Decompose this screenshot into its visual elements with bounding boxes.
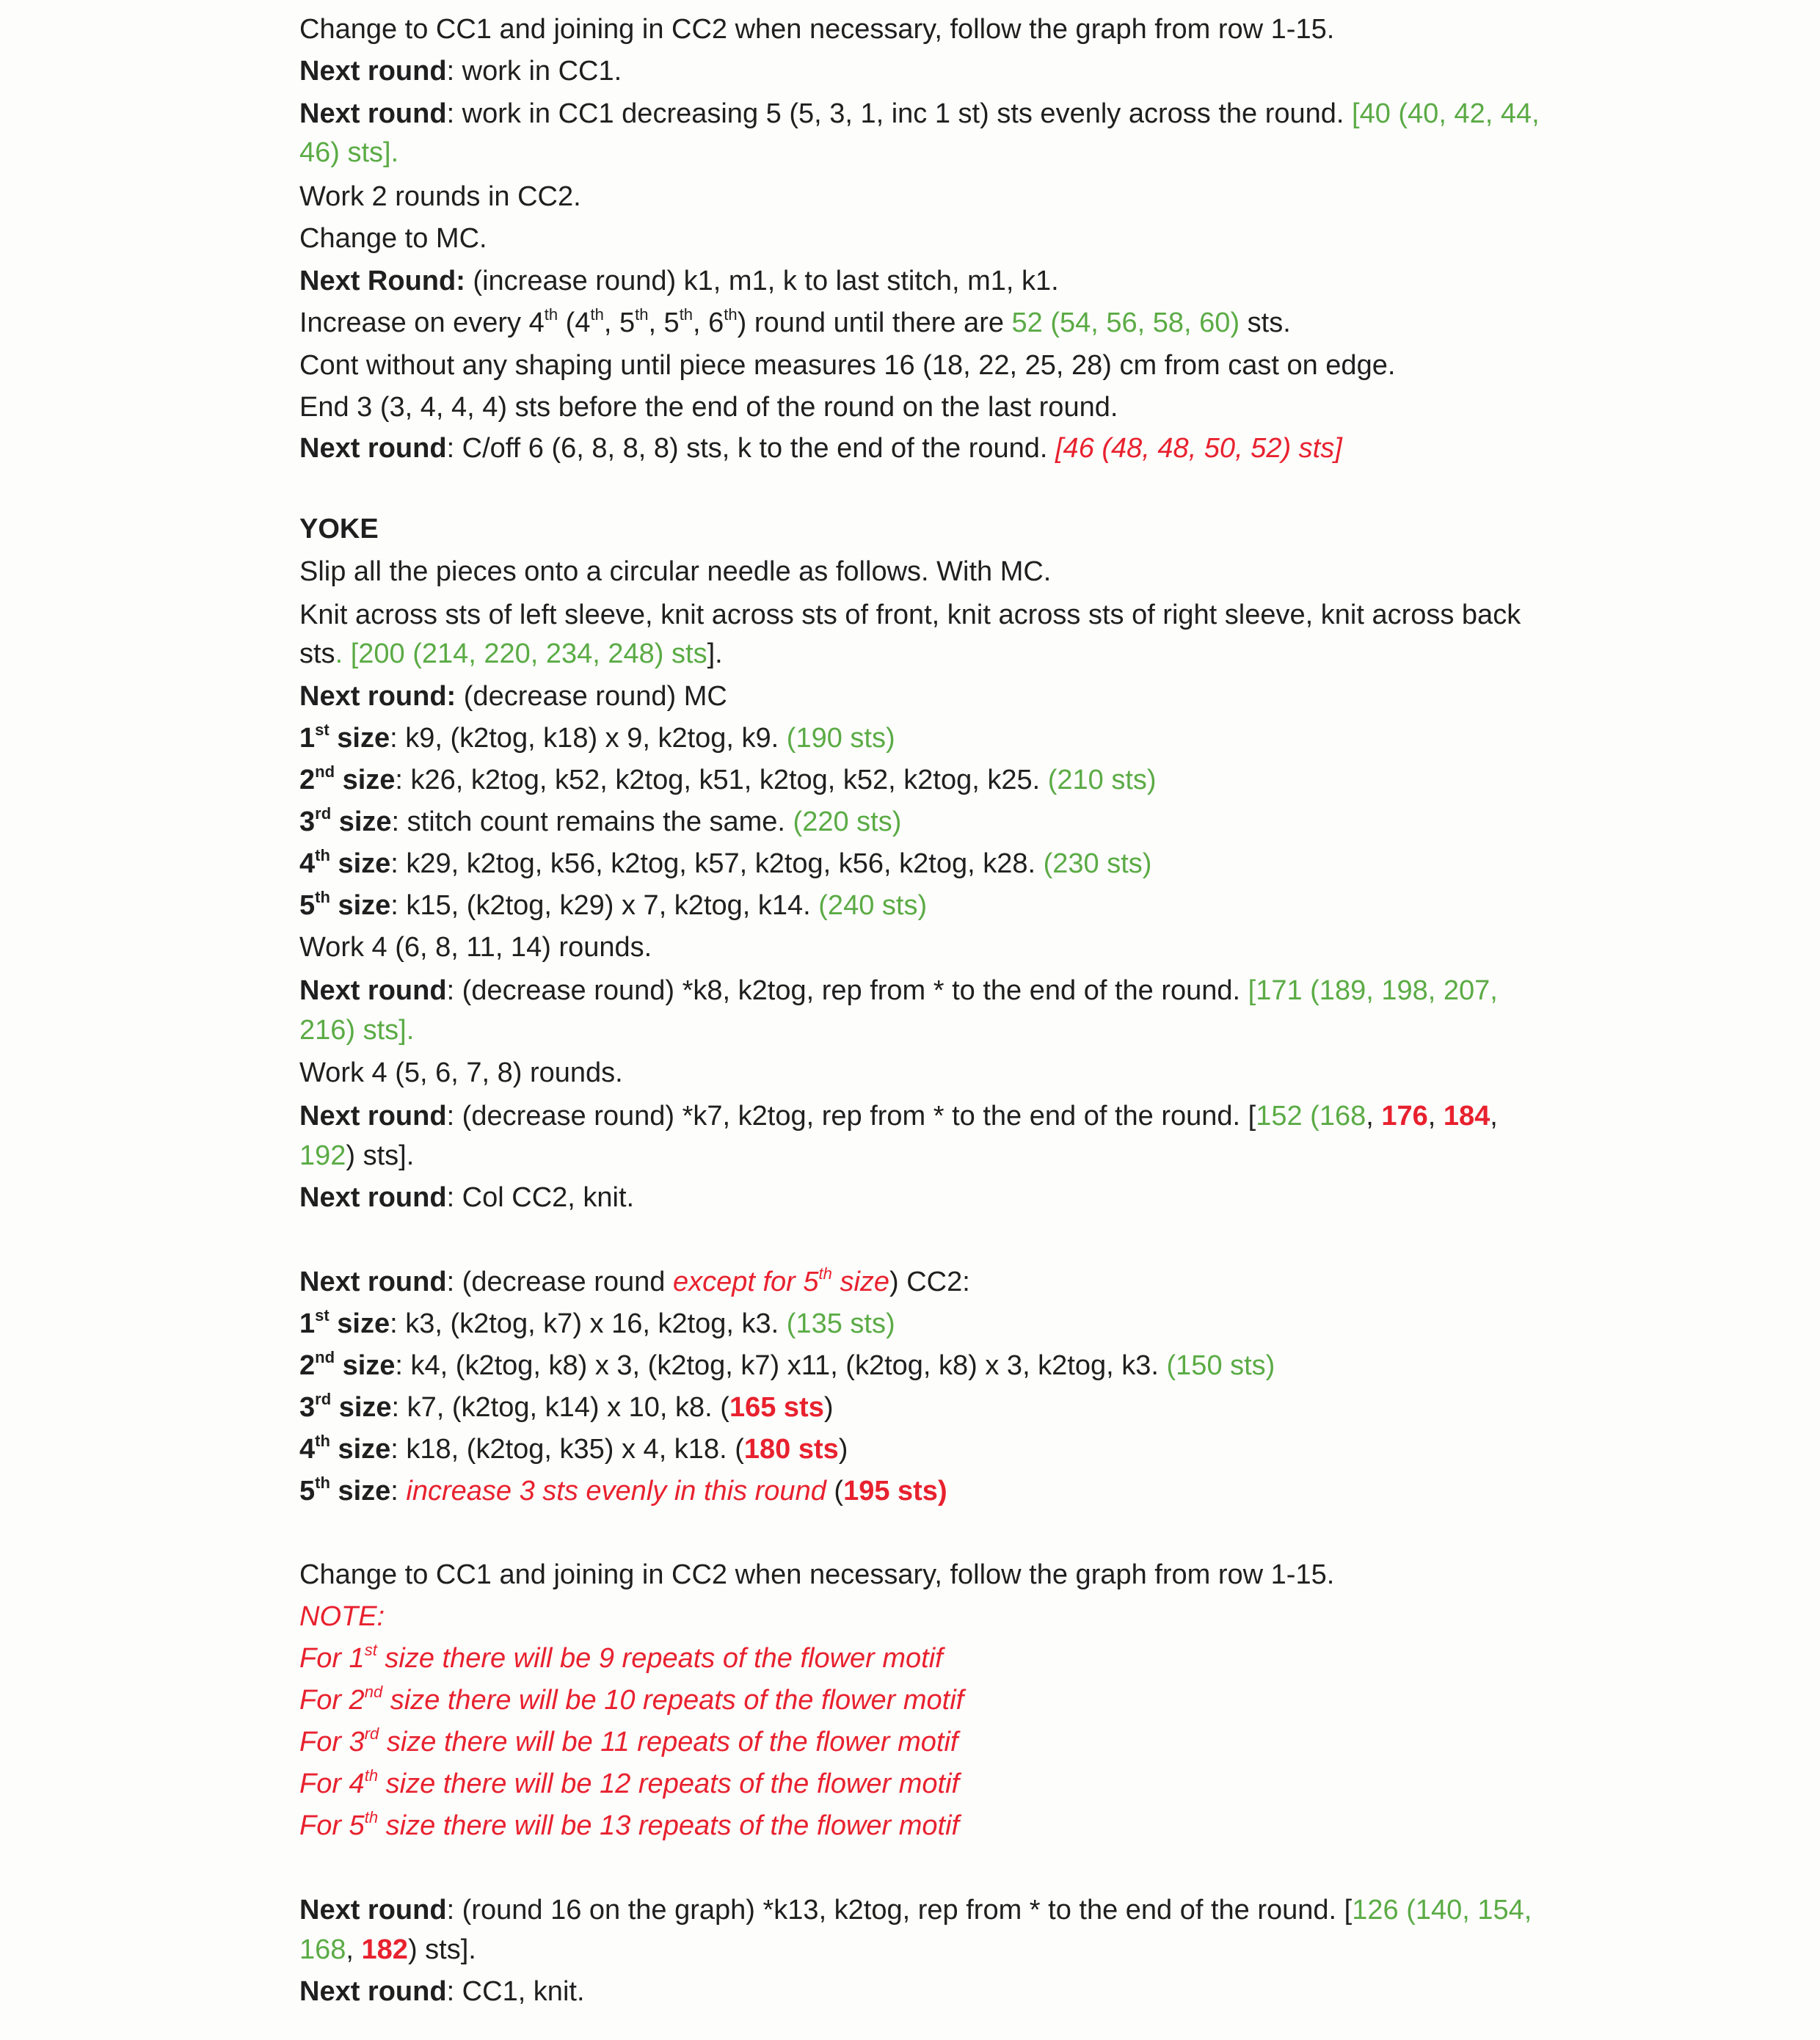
stitch-count: [40 (40, 42, 44, (1352, 98, 1540, 129)
stitch-count: 168 (299, 1934, 346, 1965)
size-line: 1st size: k3, (k2tog, k7) x 16, k2tog, k3. (135 sts) (299, 1306, 895, 1339)
stitch-count: 52 (54, 56, 58, 60) (1011, 307, 1240, 338)
instruction-line: Next round: (decrease round) MC (299, 681, 727, 712)
stitch-count: (190 sts) (786, 723, 895, 754)
size-line: 3rd size: stitch count remains the same. (220 sts) (299, 804, 902, 837)
note-line: For 2nd size there will be 10 repeats of the flower motif (299, 1683, 964, 1716)
instruction-line: Work 4 (6, 8, 11, 14) rounds. (299, 932, 652, 963)
instruction-line: Change to CC1 and joining in CC2 when necessary, follow the graph from row 1-15. (299, 14, 1335, 45)
stitch-count: (230 sts) (1043, 848, 1152, 879)
size-line: 3rd size: k7, (k2tog, k14) x 10, k8. (165 sts) (299, 1390, 834, 1423)
note-line: For 3rd size there will be 11 repeats of the flower motif (299, 1724, 958, 1757)
instruction-line: Cont without any shaping until piece measures 16 (18, 22, 25, 28) cm from cast on edge. (299, 350, 1396, 381)
instruction-line: Next Round: (increase round) k1, m1, k to last stitch, m1, k1. (299, 266, 1059, 296)
stitch-count: (210 sts) (1047, 765, 1157, 795)
instruction-line: Next round: CC1, knit. (299, 1976, 585, 2007)
instruction-line: Increase on every 4th (4th, 5th, 5th, 6th) round until there are 52 (54, 56, 58, 60) sts. (299, 305, 1291, 338)
instruction-line: Work 4 (5, 6, 7, 8) rounds. (299, 1057, 623, 1088)
size-line: 5th size: increase 3 sts evenly in this round (195 sts) (299, 1473, 947, 1507)
stitch-count: 192 (299, 1140, 346, 1171)
stitch-count: 46) sts]. (299, 137, 399, 168)
stitch-count: (220 sts) (793, 806, 902, 837)
stitch-count: (150 sts) (1166, 1350, 1275, 1381)
instruction-line: Next round: (round 16 on the graph) *k13, k2tog, rep from * to the end of the round. [126 (140, 154, (299, 1895, 1532, 1926)
size-line: 2nd size: k26, k2tog, k52, k2tog, k51, k2tog, k52, k2tog, k25. (210 sts) (299, 762, 1157, 795)
instruction-line: Next round: (decrease round) *k8, k2tog, rep from * to the end of the round. [171 (189, 198, 207, (299, 975, 1498, 1006)
note-heading: NOTE: (299, 1601, 385, 1632)
size-line: 1st size: k9, (k2tog, k18) x 9, k2tog, k9. (190 sts) (299, 721, 895, 754)
stitch-count: 165 sts (729, 1392, 824, 1423)
size-line: 5th size: k15, (k2tog, k29) x 7, k2tog, k14. (240 sts) (299, 888, 928, 921)
stitch-count: 195 sts) (843, 1476, 947, 1507)
stitch-count: 176 (1381, 1101, 1428, 1132)
stitch-count: 216) sts]. (299, 1015, 415, 1046)
instruction-line (299, 1013, 414, 1048)
note-line: For 1st size there will be 9 repeats of the flower motif (299, 1641, 943, 1674)
instruction-line: Next round: work in CC1. (299, 56, 622, 87)
size-line: 4th size: k29, k2tog, k56, k2tog, k57, k2tog, k56, k2tog, k28. (230 sts) (299, 846, 1152, 879)
stitch-count: 182 (361, 1934, 408, 1965)
stitch-count: 184 (1443, 1101, 1490, 1132)
instruction-line: Next round: work in CC1 decreasing 5 (5, 3, 1, inc 1 st) sts evenly across the round. [40 (40, 42, 44, (299, 98, 1540, 129)
stitch-count: [46 (48, 48, 50, 52) sts] (1055, 433, 1342, 464)
stitch-count: [171 (189, 198, 207, (1248, 975, 1498, 1006)
instruction-line: Change to MC. (299, 223, 487, 254)
instruction-line: Next round: Col CC2, knit. (299, 1182, 635, 1213)
stitch-count: [200 (214, 220, 234, 248) sts (350, 638, 707, 669)
section-heading: YOKE (299, 514, 379, 544)
stitch-count: (135 sts) (786, 1308, 895, 1339)
stitch-count: (240 sts) (818, 890, 928, 921)
instruction-line: Knit across sts of left sleeve, knit across sts of front, knit across sts of right sleeve, knit across back (299, 600, 1521, 630)
instruction-line: Work 2 rounds in CC2. (299, 181, 581, 212)
instruction-line: sts. [200 (214, 220, 234, 248) sts]. (299, 638, 723, 669)
size-line: 2nd size: k4, (k2tog, k8) x 3, (k2tog, k7) x11, (k2tog, k8) x 3, k2tog, k3. (150 sts) (299, 1348, 1275, 1381)
instruction-line: Slip all the pieces onto a circular needle as follows. With MC. (299, 556, 1052, 587)
instruction-line: Change to CC1 and joining in CC2 when necessary, follow the graph from row 1-15. (299, 1559, 1335, 1590)
instruction-line: End 3 (3, 4, 4, 4) sts before the end of the round on the last round. (299, 392, 1118, 423)
instruction-line (299, 135, 398, 170)
note-line: For 4th size there will be 12 repeats of the flower motif (299, 1766, 960, 1799)
note-line: For 5th size there will be 13 repeats of the flower motif (299, 1808, 960, 1841)
stitch-count: 126 (140, 154, (1352, 1895, 1532, 1926)
instruction-line: Next round: C/off 6 (6, 8, 8, 8) sts, k to the end of the round. [46 (48, 48, 50, 52) sts] (299, 433, 1342, 464)
stitch-count: 180 sts (743, 1434, 839, 1465)
instruction-line: 192) sts]. (299, 1140, 415, 1171)
stitch-count: 152 (168 (1256, 1101, 1366, 1132)
instruction-line: 168, 182) sts]. (299, 1934, 476, 1965)
instruction-line: Next round: (decrease round) *k7, k2tog, rep from * to the end of the round. [152 (168, 176, 184, (299, 1101, 1498, 1132)
instruction-line: Next round: (decrease round except for 5th size) CC2: (299, 1264, 970, 1297)
size-line: 4th size: k18, (k2tog, k35) x 4, k18. (180 sts) (299, 1432, 848, 1465)
